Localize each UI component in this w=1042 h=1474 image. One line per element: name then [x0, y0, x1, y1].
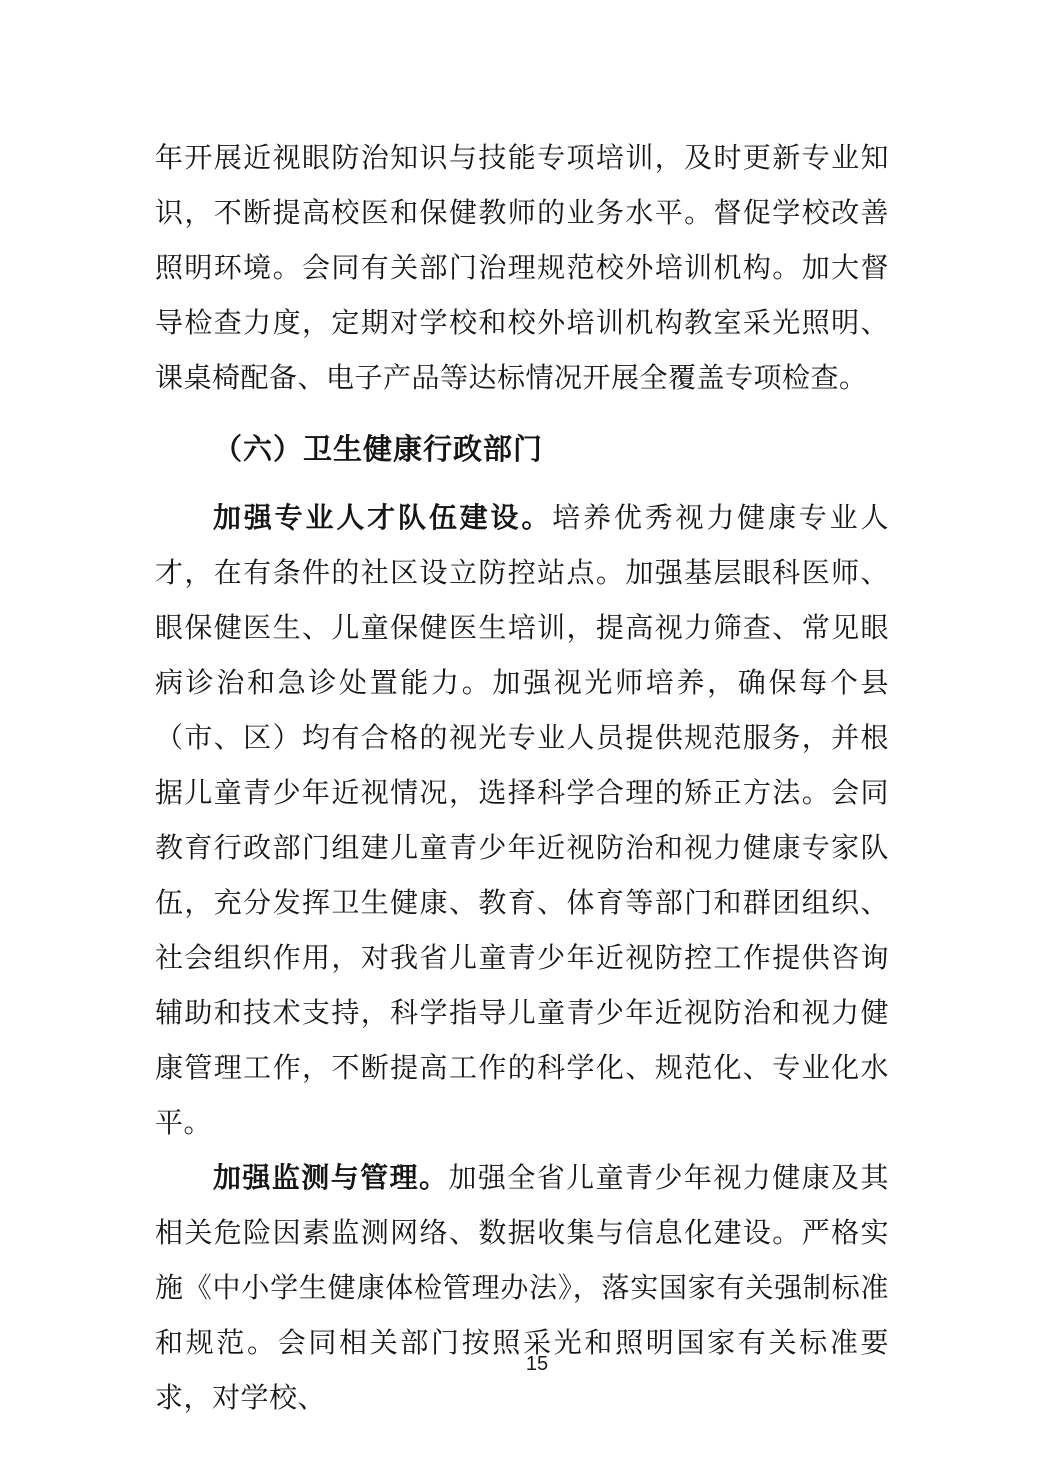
paragraph-text: 培养优秀视力健康专业人才，在有条件的社区设立防控站点。加强基层眼科医师、眼保健医生、儿童保健医生培训，提高视力筛查、常见眼病诊治和急诊处置能力。加强视光师培养，确保每个县（市、区）均有合格的视光专业人员提供规范服务，并根据儿童青少年近视情况，选择科学合理的矫正方法。会同教育行政部门组建儿童青少年近视防治和视力健康专家队伍，充分发挥卫生健康、教育、体育等部门和群团组织、社会组织作用，对我省儿童青少年近视防控工作提供咨询辅助和技术支持，科学指导儿童青少年近视防治和视力健康管理工作，不断提高工作的科学化、规范化、专业化水平。	[155, 503, 889, 1139]
paragraph-continuation	[155, 131, 889, 406]
paragraph-talent-building	[155, 491, 889, 1151]
paragraph-bold-lead: 加强监测与管理。	[213, 1163, 449, 1194]
page-number: 15	[525, 1353, 549, 1375]
paragraph-text: 加强全省儿童青少年视力健康及其相关危险因素监测网络、数据收集与信息化建设。严格实施《中小学生健康体检管理办法》，落实国家有关强制标准和规范。会同相关部门按照采光和照明国家有关标准要求，对学校、	[155, 1163, 889, 1414]
paragraph-monitoring-management	[155, 1151, 889, 1426]
paragraph-bold-lead: 加强专业人才队伍建设。	[213, 503, 553, 534]
paragraph-text: 年开展近视眼防治知识与技能专项培训，及时更新专业知识，不断提高校医和保健教师的业务水平。督促学校改善照明环境。会同有关部门治理规范校外培训机构。加大督导检查力度，定期对学校和校外培训机构教室采光照明、课桌椅配备、电子产品等达标情况开展全覆盖专项检查。	[155, 143, 889, 394]
page-footer	[0, 1352, 1042, 1376]
section-heading: （六）卫生健康行政部门	[213, 434, 544, 466]
page-text-block	[155, 131, 889, 1426]
